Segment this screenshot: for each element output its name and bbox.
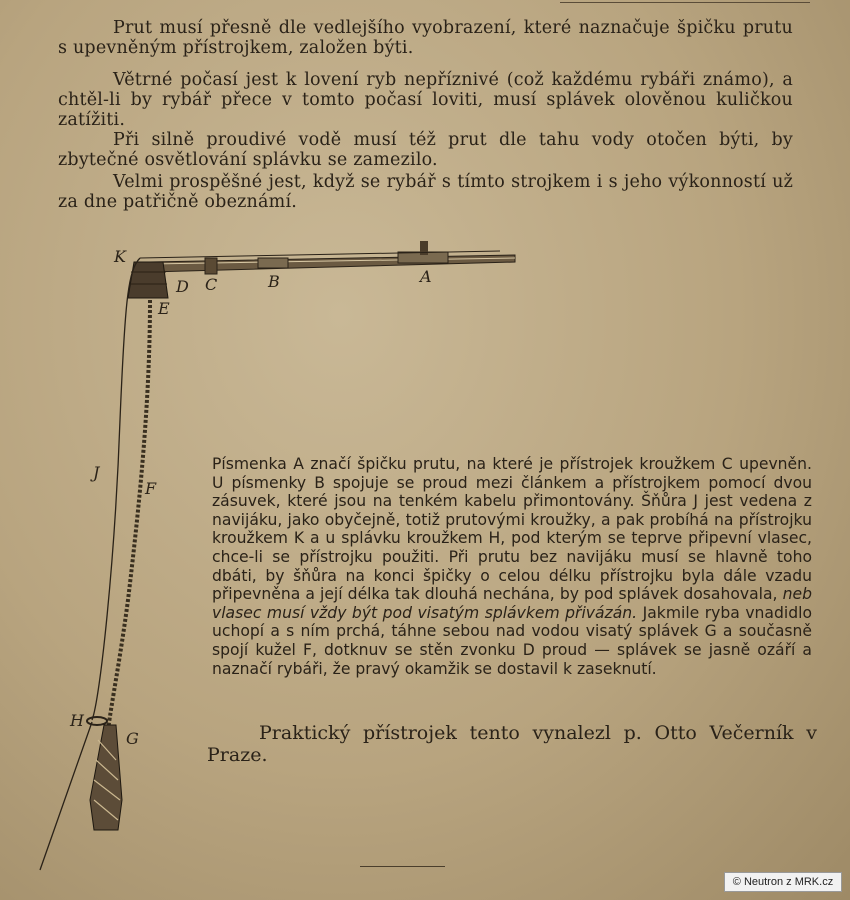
line-j — [92, 258, 140, 720]
label-j: J — [93, 463, 100, 482]
label-k: K — [114, 247, 126, 266]
label-f: F — [145, 479, 157, 498]
leader-line — [40, 722, 92, 870]
label-b: B — [268, 272, 280, 291]
label-e: E — [158, 299, 170, 318]
inventor-paragraph — [207, 722, 817, 766]
label-d: D — [176, 277, 189, 296]
label-a: A — [420, 267, 432, 286]
inventor-text: Praktický přístrojek tento vynalezl p. Otto Večerník v Praze. — [207, 722, 817, 766]
figure-description — [212, 455, 812, 678]
connector-b — [258, 258, 288, 268]
description-italic: neb vlasec musí vždy být pod visatým splávkem přivázán. — [212, 585, 812, 622]
paragraph-4-text: Velmi prospěšné jest, když se rybář s tímto strojkem i s jeho výkonností už za dne patřičně obeznámí. — [58, 172, 793, 212]
label-c: C — [205, 275, 218, 294]
float-g — [90, 725, 122, 830]
description-text-1: Písmenka A značí špičku prutu, na které je přístrojek kroužkem C upevněn. U písmenky B spojuje se proud mezi článkem a přístrojkem pomocí dvou zásuvek, které jsou na tenkém kabelu přimontovány. Šňůra J jest vedena z navijáku, jako obyčejně, totiž prutovými kroužky, a pak probíhá na přístrojku kroužkem K a u splávku kroužkem H, pod kterým se teprve připevní vlasec, chce-li se přístrojku použiti. Při prutu bez navijáku musí se hlavně toho dbáti, by šňůra na konci špičky o celou délku přístrojku byla dále vzadu připevněna a její délka tak dlouhá nechána, by pod splávek dosahovala, — [212, 455, 812, 604]
paragraph-3-text: Při silně proudivé vodě musí též prut dle tahu vody otočen býti, by zbytečné osvětlování splávku se zamezilo. — [58, 130, 793, 170]
description-text-2: Jakmile ryba vnadidlo uchopí a s ním prchá, táhne sebou nad vodou visatý splávek G a současně spojí kužel F, dotknuv se stěn zvonku D proud — splávek se jasně ozáří a naznačí rybáři, že pravý okamžik se dostavil k zaseknutí. — [212, 603, 812, 678]
label-g: G — [126, 729, 139, 748]
label-h: H — [70, 711, 84, 730]
watermark-credit: © Neutron z MRK.cz — [724, 872, 842, 892]
bottom-rule — [360, 866, 445, 867]
cable-f — [108, 300, 150, 730]
ring-c — [205, 258, 217, 274]
paragraph-1-text: Prut musí přesně dle vedlejšího vyobrazení, které naznačuje špičku prutu s upevněným přístrojkem, založen býti. — [58, 18, 793, 58]
paragraph-2-text: Větrné počasí jest k lovení ryb nepříznivé (což každému rybáři známo), a chtěl-li by rybář přece v tomto počasí loviti, musí splávek olověnou kuličkou zatížiti. — [58, 70, 793, 130]
ring-h — [87, 717, 107, 725]
